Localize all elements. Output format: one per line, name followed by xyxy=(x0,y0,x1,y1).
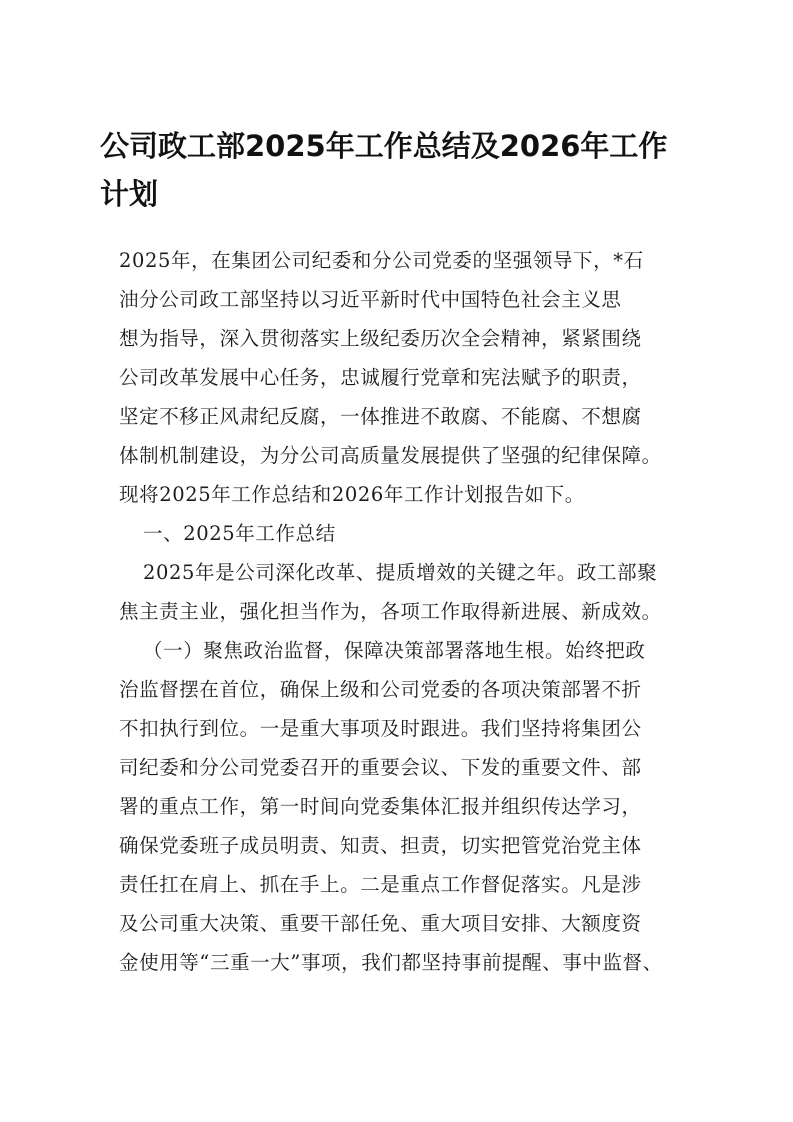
body-line: 体制机制建设，为分公司高质量发展提供了坚强的纪律保障。 xyxy=(119,444,662,467)
body-line: 想为指导，深入贯彻落实上级纪委历次全会精神，紧紧围绕 xyxy=(119,327,642,350)
body-line: 公司改革发展中心任务，忠诚履行党章和宪法赋予的职责， xyxy=(119,366,642,389)
body-line: 2025年是公司深化改革、提质增效的关键之年。政工部聚 xyxy=(143,561,658,584)
subsection-line: （一）聚焦政治监督，保障决策部署落地生根。始终把政 xyxy=(143,639,646,662)
body-line: 司纪委和分公司党委召开的重要会议、下发的重要文件、部 xyxy=(119,756,642,779)
section-heading: 一、2025年工作总结 xyxy=(143,522,336,545)
document-title-line-1: 公司政工部2025年工作总结及2026年工作 xyxy=(100,129,668,163)
body-line: 2025年，在集团公司纪委和分公司党委的坚强领导下，*石 xyxy=(119,249,644,272)
body-line: 及公司重大决策、重要干部任免、重大项目安排、大额度资 xyxy=(119,912,642,935)
body-line: 确保党委班子成员明责、知责、担责，切实把管党治党主体 xyxy=(119,834,642,857)
body-line: 责任扛在肩上、抓在手上。二是重点工作督促落实。凡是涉 xyxy=(119,873,642,896)
body-line: 治监督摆在首位，确保上级和公司党委的各项决策部署不折 xyxy=(119,678,642,701)
body-line: 焦主责主业，强化担当作为，各项工作取得新进展、新成效。 xyxy=(119,600,662,623)
body-line: 坚定不移正风肃纪反腐，一体推进不敢腐、不能腐、不想腐 xyxy=(119,405,642,428)
body-line: 金使用等“三重一大”事项，我们都坚持事前提醒、事中监督、 xyxy=(119,951,663,974)
body-line: 油分公司政工部坚持以习近平新时代中国特色社会主义思 xyxy=(119,288,622,311)
document-title-line-2: 计划 xyxy=(100,177,159,211)
body-line: 现将2025年工作总结和2026年工作计划报告如下。 xyxy=(119,483,585,506)
body-line: 署的重点工作，第一时间向党委集体汇报并组织传达学习， xyxy=(119,795,642,818)
body-line: 不扣执行到位。一是重大事项及时跟进。我们坚持将集团公 xyxy=(119,717,642,740)
